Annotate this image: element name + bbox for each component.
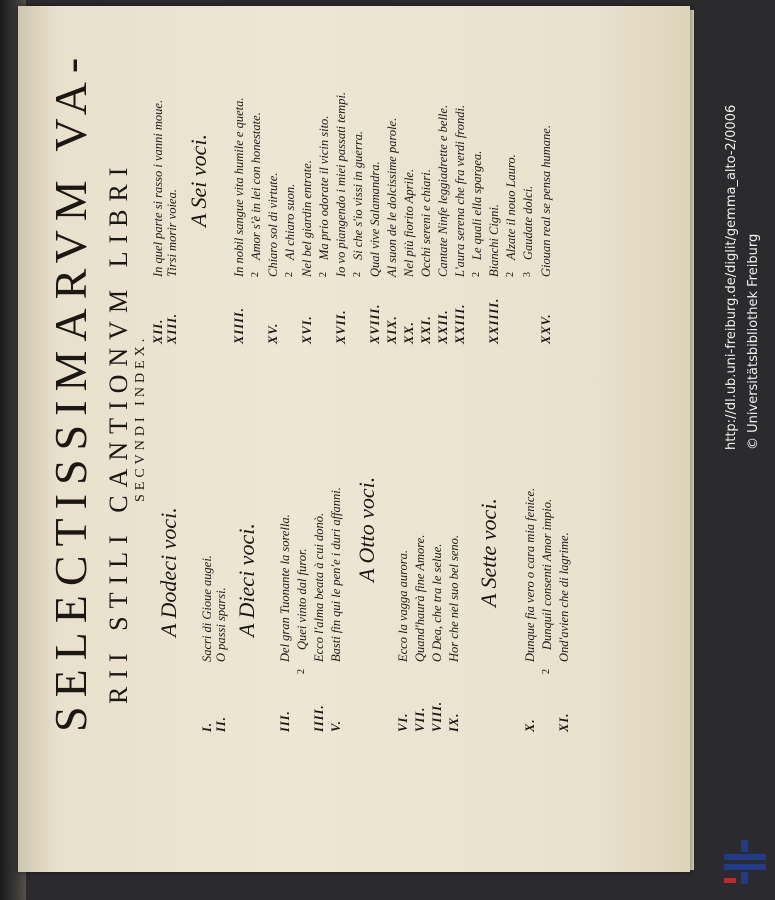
logo-bar-left (724, 854, 766, 860)
entry-title: Hor che nel suo bel seno. (447, 534, 461, 662)
entry-title: Al suon de le dolcissime parole. (385, 117, 399, 277)
copyright-notice: © Universitätsbibliothek Freiburg (746, 233, 761, 450)
entry-title: Basti fin qui le pen'e i duri affanni. (329, 487, 343, 662)
entry-title: Ond'avien che di lagrime. (557, 532, 571, 662)
entry-title: O Dea, che tra le selue. (430, 543, 444, 662)
entry-title: Chiaro sol di virtute. (266, 172, 280, 277)
entry-title: L'aura serena che fra verdi frondi. (453, 104, 467, 277)
entry-number: XX. (402, 321, 416, 344)
entry-part-mark: 2 (471, 272, 482, 277)
entry-title: Quand'haurà fine Amore. (413, 534, 427, 662)
entry-title: Cantate Ninfe leggiadrette e belle. (436, 104, 450, 277)
index-subtitle-2: SECVNDI INDEX. (133, 334, 148, 502)
entry-title: Quei vinto dal furor. (295, 548, 309, 650)
entry-number: XVI. (300, 315, 314, 344)
entry-number: VI. (396, 712, 410, 732)
entry-title: O passi sparsi. (214, 587, 228, 662)
entry-part-mark: 2 (318, 272, 329, 277)
entry-number: XXI. (419, 315, 433, 344)
entry-title: Amor s'è in lei con honestate. (249, 112, 263, 260)
entry-title: Gaudate dolci. (521, 185, 535, 260)
entry-part-mark: 2 (284, 272, 295, 277)
entry-number: IX. (447, 712, 461, 732)
entry-number: III. (278, 710, 292, 732)
logo-bar-top (741, 840, 748, 852)
entry-part-mark: 2 (352, 272, 363, 277)
entry-number: XXIIII. (487, 297, 501, 344)
entry-title: Ma prio odorate il vicin sito. (317, 115, 331, 260)
entry-title: Ecco la vagga aurora. (396, 549, 410, 662)
entry-title: Io vo piangendo i miei passati tempi. (334, 91, 348, 277)
index-title: SELECTISSIMARVM VA- (45, 48, 96, 732)
entry-number: V. (329, 720, 343, 732)
section-heading-sette: A Sette voci. (476, 498, 501, 607)
logo-bar-mid (724, 864, 766, 870)
entry-title: Nel bel giardin entrate. (300, 160, 314, 277)
entry-number: XIII. (165, 312, 179, 344)
entry-number: XIIII. (232, 307, 246, 344)
entry-title: Tirsi morir voiea. (165, 189, 179, 277)
entry-title: Le quali ella spargea. (470, 150, 484, 260)
entry-part-mark: 2 (296, 669, 307, 674)
section-heading-dieci: A Dieci voci. (234, 523, 259, 637)
entry-number: I. (200, 722, 214, 732)
library-logo-icon (722, 838, 768, 886)
entry-number: XVII. (334, 309, 348, 344)
section-heading-otto: A Otto voci. (354, 476, 379, 582)
entry-number: XI. (557, 712, 571, 732)
entry-number: IIII. (312, 704, 326, 732)
entry-number: VII. (413, 706, 427, 732)
index-page-content (18, 6, 690, 872)
entry-number: XXII. (436, 309, 450, 344)
entry-title: Dunquil consenti Amor impio. (540, 498, 554, 650)
entry-number: XXV. (539, 313, 553, 344)
entry-number: XVIII. (368, 303, 382, 344)
logo-bar-bottom (741, 872, 748, 884)
entry-title: Si che s'io vissi in guerra. (351, 130, 365, 260)
section-heading-dodeci: A Dodeci voci. (156, 507, 181, 637)
entry-part-mark: 2 (505, 272, 516, 277)
entry-number: II. (214, 716, 228, 732)
entry-title: In quel parte si rasso i vanni moue. (151, 99, 165, 277)
entry-number: XXIII. (453, 303, 467, 344)
entry-title: Nel più fiorito Aprile. (402, 168, 416, 277)
entry-title: Dunque fia vero o cara mia fenice. (523, 487, 537, 662)
entry-number: XII. (151, 318, 165, 344)
entry-part-mark: 3 (522, 272, 533, 277)
entry-part-mark: 2 (250, 272, 261, 277)
scan-credits (720, 10, 770, 790)
entry-number: XIX. (385, 315, 399, 344)
entry-title: Alzate il nouo Lauro. (504, 154, 518, 260)
entry-title: Giouan real se pensa humane. (539, 125, 553, 277)
index-subtitle: RII STILI CANTIONVM LIBRI (104, 159, 133, 704)
entry-title: Qual vive Salamandra. (368, 161, 382, 277)
logo-red-accent (724, 878, 736, 883)
entry-title: In nobil sangue vita humile e queta. (232, 97, 246, 277)
entry-title: Ecco l'alma beata à cui donò. (312, 512, 326, 662)
entry-number: XV. (266, 322, 280, 344)
entry-number: X. (523, 718, 537, 732)
source-url[interactable]: http://dl.ub.uni-freiburg.de/diglit/gemma_alto-2/0006 (724, 104, 739, 450)
entry-title: Bianchi Cigni. (487, 204, 501, 277)
entry-title: Occhi sereni e chiari. (419, 169, 433, 277)
entry-title: Al chiaro suon. (283, 183, 297, 260)
entry-title: Sacri di Gioue augei. (200, 555, 214, 662)
entry-part-mark: 2 (541, 669, 552, 674)
section-heading-sei: A Sei voci. (186, 133, 211, 227)
entry-title: Del gran Tuonante la sorella. (278, 514, 292, 662)
entry-number: VIII. (430, 700, 444, 732)
